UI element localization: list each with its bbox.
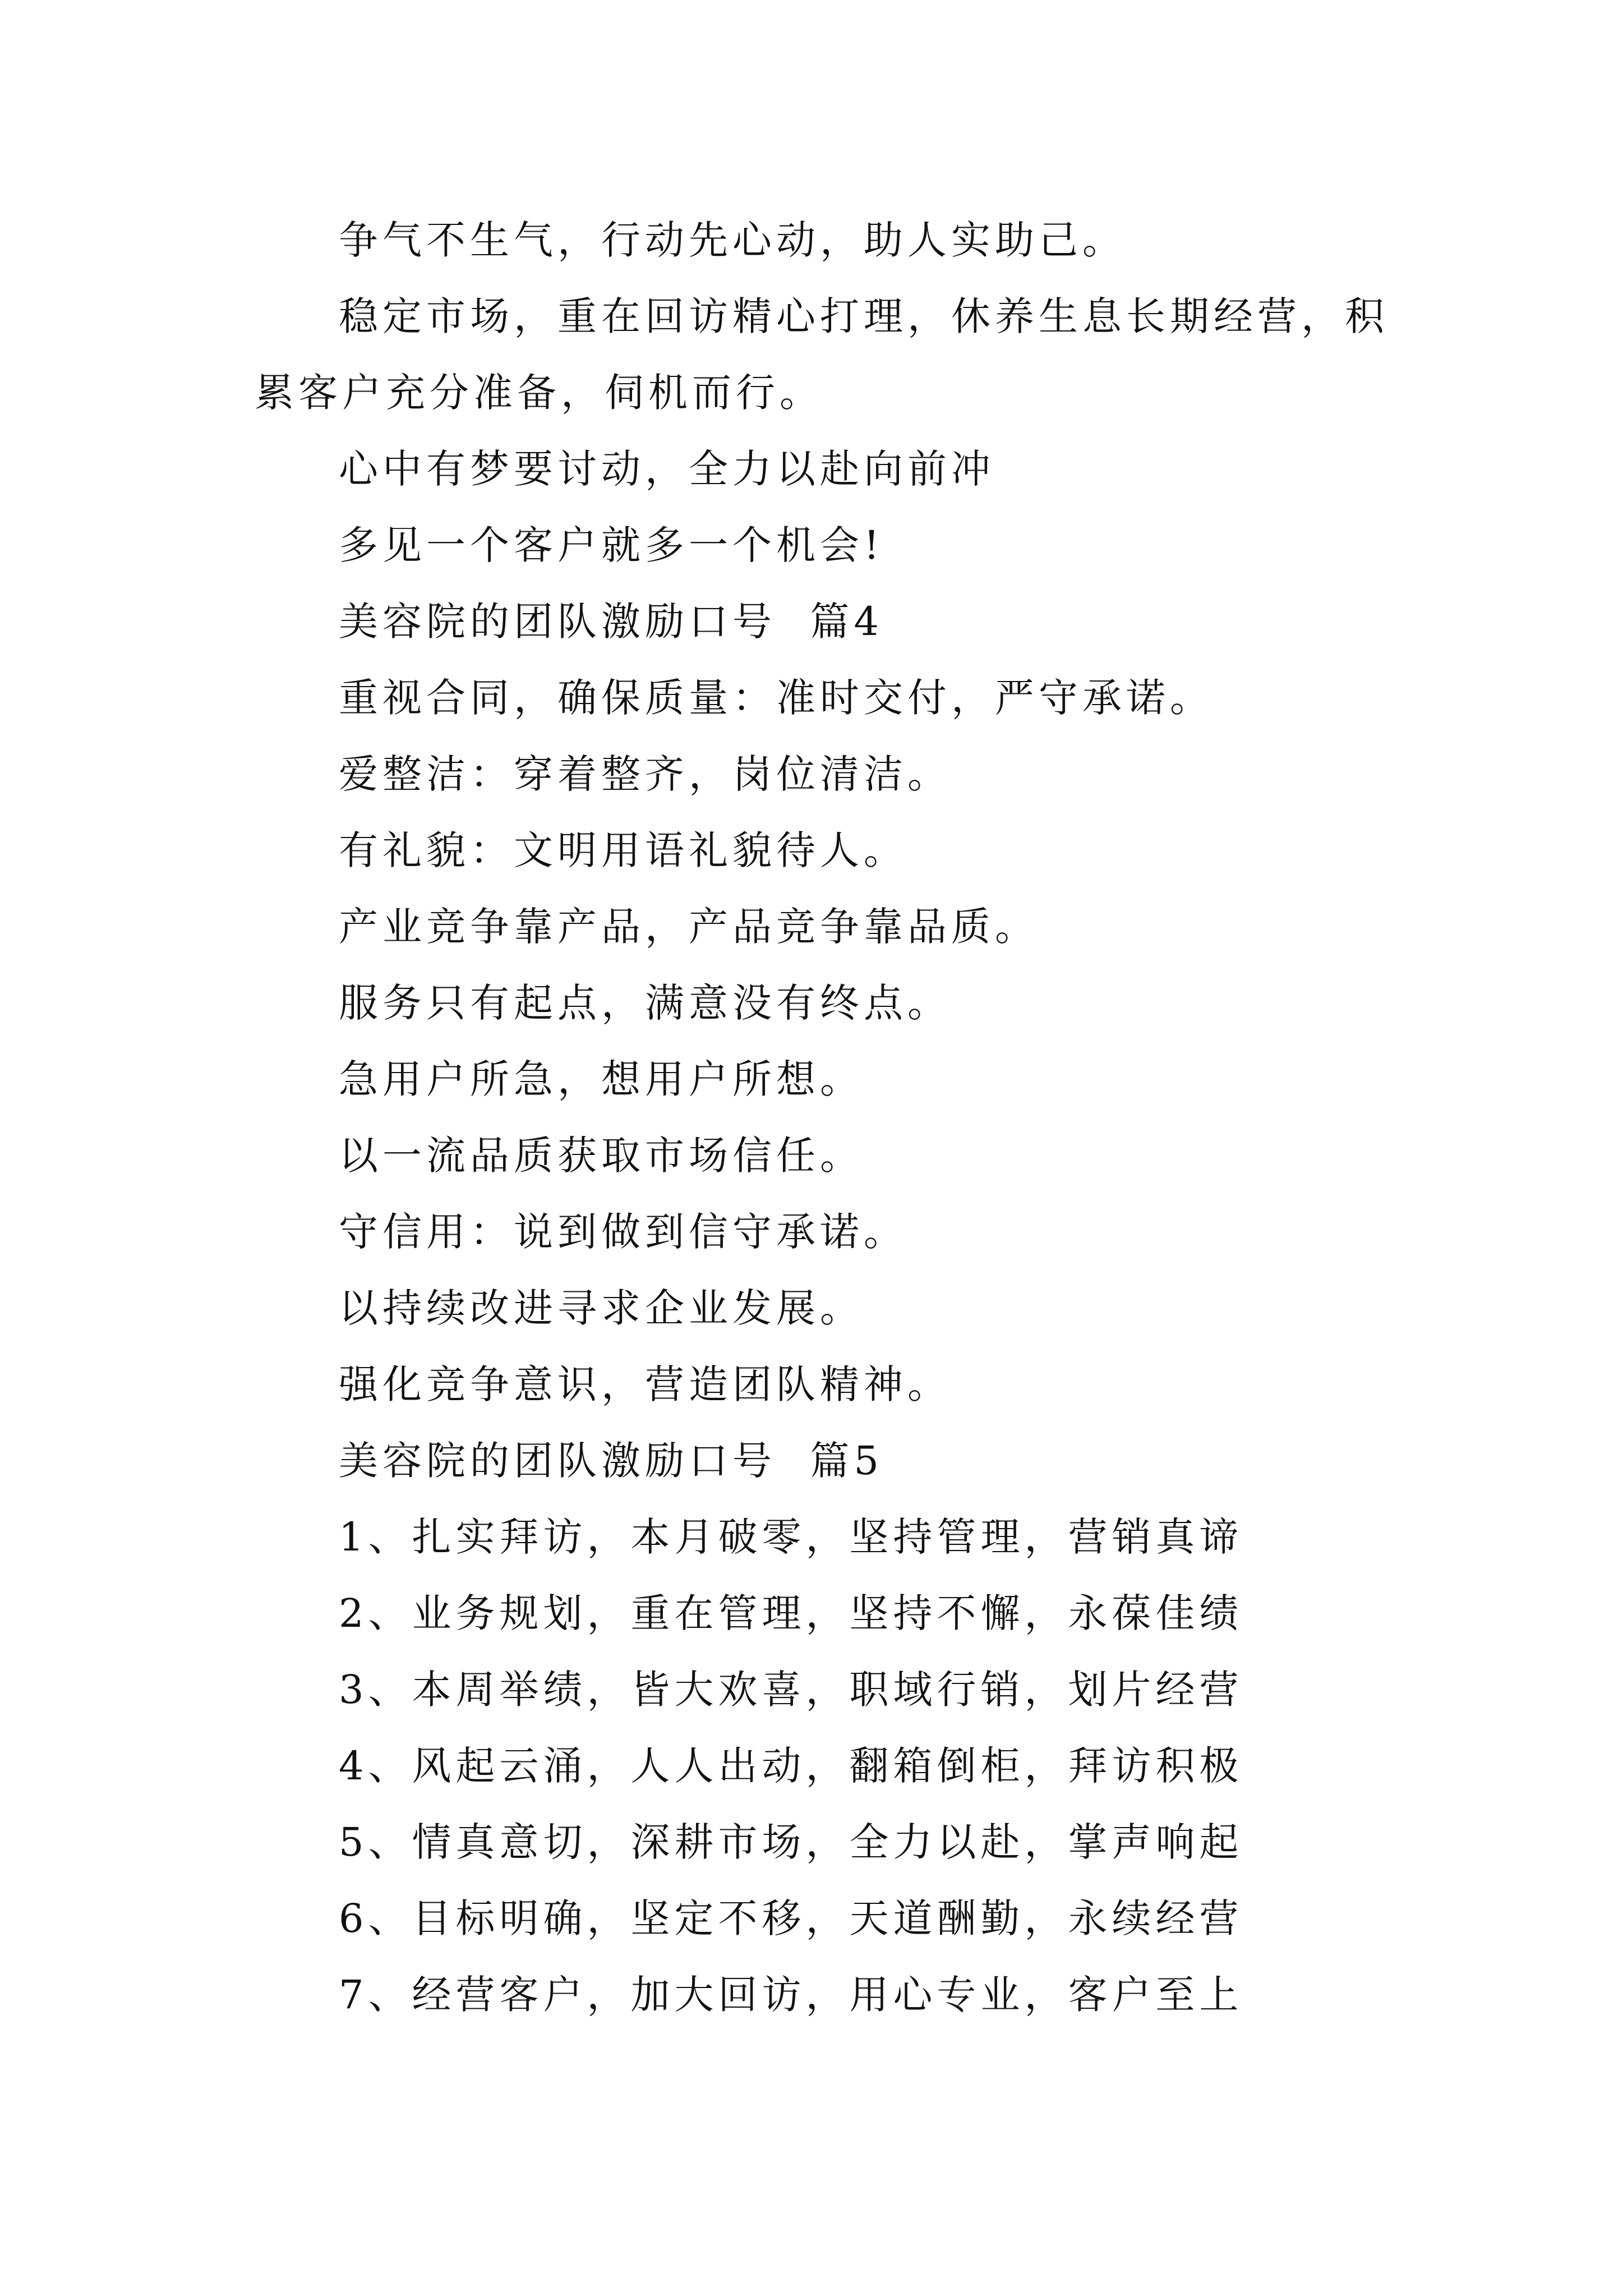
paragraph: 强化竞争意识，营造团队精神。 <box>339 1361 951 1407</box>
list-item: 1、扎实拜访，本月破零，坚持管理，营销真谛 <box>339 1514 1243 1560</box>
paragraph: 有礼貌：文明用语礼貌待人。 <box>339 827 907 873</box>
section-heading: 美容院的团队激励口号 篇5 <box>339 1438 884 1484</box>
paragraph: 以持续改进寻求企业发展。 <box>339 1285 864 1331</box>
document-body <box>255 202 1393 2033</box>
paragraph: 稳定市场，重在回访精心打理，休养生息长期经营，积累客户充分准备，伺机而行。 <box>255 293 1389 416</box>
paragraph: 服务只有起点，满意没有终点。 <box>339 980 951 1026</box>
paragraph: 心中有梦要讨动，全力以赴向前冲 <box>339 446 995 492</box>
list-item: 6、目标明确，坚定不移，天道酬勤，永续经营 <box>339 1895 1243 1941</box>
list-item: 7、经营客户，加大回访，用心专业，客户至上 <box>339 1972 1243 2018</box>
paragraph: 以一流品质获取市场信任。 <box>339 1133 864 1179</box>
paragraph: 重视合同，确保质量：准时交付，严守承诺。 <box>339 675 1214 721</box>
section-heading: 美容院的团队激励口号 篇4 <box>339 599 884 645</box>
paragraph: 守信用：说到做到信守承诺。 <box>339 1209 907 1255</box>
list-item: 2、业务规划，重在管理，坚持不懈，永葆佳绩 <box>339 1590 1243 1636</box>
list-item: 4、风起云涌，人人出动，翻箱倒柜，拜访积极 <box>339 1743 1243 1789</box>
paragraph: 争气不生气，行动先心动，助人实助己。 <box>339 217 1126 263</box>
paragraph: 爱整洁：穿着整齐，岗位清洁。 <box>339 751 951 797</box>
paragraph: 急用户所急，想用户所想。 <box>339 1056 864 1102</box>
paragraph: 产业竞争靠产品，产品竞争靠品质。 <box>339 904 1039 950</box>
list-item: 5、情真意切，深耕市场，全力以赴，掌声响起 <box>339 1819 1243 1865</box>
paragraph: 多见一个客户就多一个机会! <box>339 522 884 568</box>
list-item: 3、本周举绩，皆大欢喜，职域行销，划片经营 <box>339 1667 1243 1713</box>
